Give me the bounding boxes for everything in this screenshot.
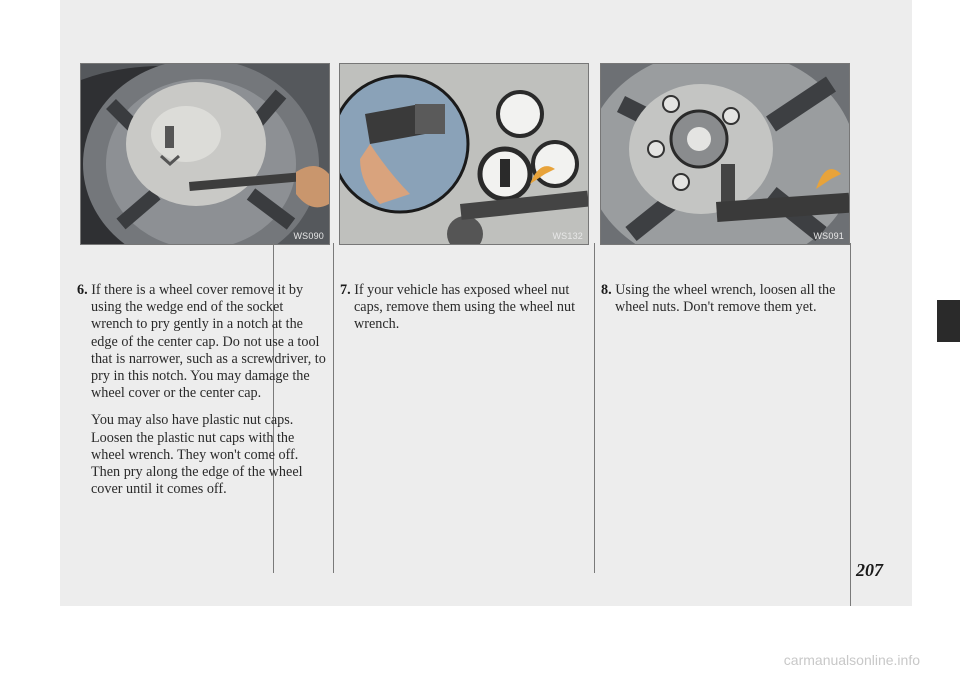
step-text: If there is a wheel cover remove it by using the wedge end of the socket wrench to pry gently in a notch at the edge of the center cap. Do not use a tool that is narrower, such as a screwdriver, to pry in this notch. You may damage the wheel cover or the center cap. (91, 282, 326, 402)
footer-watermark: carmanualsonline.info (783, 652, 920, 668)
step-8 (601, 282, 841, 316)
manual-page (60, 0, 912, 606)
column-step-8 (601, 282, 841, 326)
column-divider (594, 243, 595, 573)
figure-wheel-cover (80, 63, 330, 245)
loosen-wheel-nuts-illustration (601, 64, 849, 244)
page-number: 207 (856, 560, 883, 580)
step-number: 6. (77, 282, 88, 298)
figure-code: WS091 (813, 231, 844, 241)
column-step-6 (77, 282, 327, 498)
step-number: 8. (601, 282, 612, 298)
step-text: Using the wheel wrench, loosen all the wheel nuts. Don't remove them yet. (615, 282, 836, 316)
figure-code: WS090 (293, 231, 324, 241)
figure-code: WS132 (552, 231, 583, 241)
column-step-7 (340, 282, 585, 344)
step-7 (340, 282, 585, 334)
column-divider (333, 243, 334, 573)
step-text: If your vehicle has exposed wheel nut caps, remove them using the wheel nut wrench. (354, 282, 576, 333)
step-6 (77, 282, 327, 402)
step-6-extra: You may also have plastic nut caps. Loosen the plastic nut caps with the wheel wrench. They won't come off. Then pry along the edge of the wheel cover until it comes off. (91, 412, 303, 498)
column-divider (850, 243, 851, 606)
wheel-cover-pry-illustration (81, 64, 329, 244)
step-number: 7. (340, 282, 351, 298)
figure-nut-caps (339, 63, 589, 245)
section-tab (937, 300, 960, 342)
figure-loosen-nuts (600, 63, 850, 245)
nut-cap-removal-illustration (340, 64, 588, 244)
